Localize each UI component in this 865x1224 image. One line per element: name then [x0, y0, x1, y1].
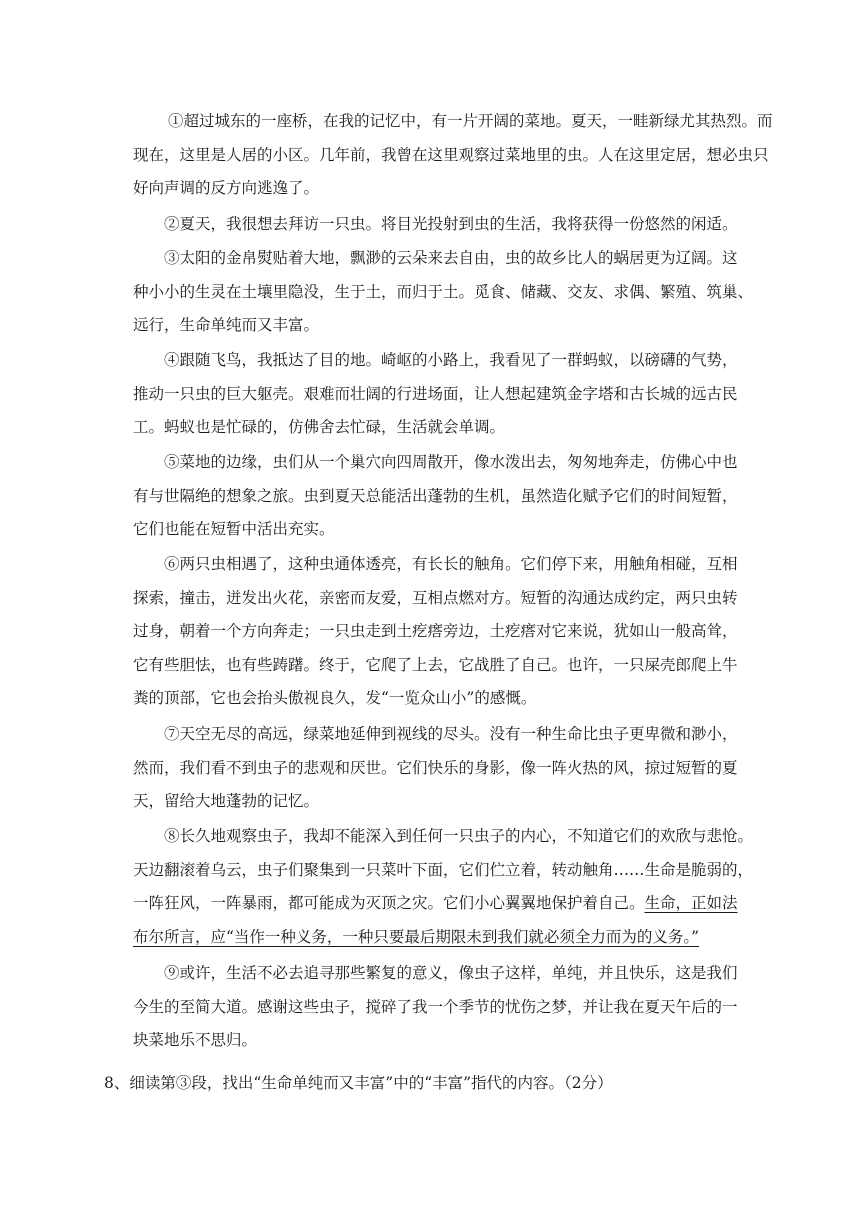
text-line: 今生的至简大道。感谢这些虫子，搅碎了我一个季节的忧伤之梦，并让我在夏天午后的一	[133, 997, 738, 1016]
text-line	[133, 887, 738, 921]
paragraph-3	[133, 242, 754, 343]
text-line: 天边翻滚着乌云，虫子们聚集到一只菜叶下面，它们伫立着，转动触角……生命是脆弱的，	[133, 860, 754, 879]
text-line: ⑥两只虫相遇了，这种虫通体透亮，有长长的触角。它们停下来，用触角相碰，互相	[164, 555, 738, 573]
text-line: 它们也能在短暂中活出充实。	[133, 520, 335, 538]
text-line: 种小小的生灵在土壤里隐没，生于土，而归于土。觅食、储藏、交友、求偶、繁殖、筑巢、	[133, 282, 754, 301]
text-line: ②夏天，我很想去拜访一只虫。将目光投射到虫的生活，我将获得一份悠然的闲适。	[164, 215, 738, 233]
text-line: 然而，我们看不到虫子的悲观和厌世。它们快乐的身影，像一阵火热的风，掠过短暂的夏	[133, 758, 738, 777]
paragraph-5	[133, 446, 738, 547]
underlined-quote-start: 生命，正如法	[644, 894, 738, 912]
text-line: 远行，生命单纯而又丰富。	[133, 316, 320, 334]
text-line: ④跟随飞鸟，我抵达了目的地。崎岖的小路上，我看见了一群蚂蚁，以磅礴的气势，	[164, 351, 738, 369]
text-line: 过身，朝着一个方向奔走；一只虫走到土疙瘩旁边，土疙瘩对它来说，犹如山一般高耸，	[133, 622, 738, 640]
text-line: 推动一只虫的巨大躯壳。艰难而壮阔的行进场面，让人想起建筑金字塔和古长城的远古民	[133, 384, 738, 403]
text-line: 它有些胆怯，也有些踌躇。终于，它爬了上去，它战胜了自己。也许，一只屎壳郎爬上牛	[133, 655, 738, 674]
text-line: ⑧长久地观察虫子，我却不能深入到任何一只虫子的内心，不知道它们的欢欣与悲怆。	[164, 827, 754, 845]
text-line: 探索，撞击，迸发出火花，亲密而友爱，互相点燃对方。短暂的沟通达成约定，两只虫转	[133, 588, 738, 607]
text-line: ③太阳的金帛熨贴着大地，飘渺的云朵来去自由，虫的故乡比人的蜗居更为辽阔。这	[164, 249, 738, 267]
paragraph-6	[133, 548, 738, 716]
paragraph-1	[133, 105, 773, 206]
text-line: 粪的顶部，它也会抬头傲视良久，发“一览众山小”的感慨。	[133, 689, 537, 707]
text-line: 有与世隔绝的想象之旅。虫到夏天总能活出蓬勃的生机，虽然造化赋予它们的时间短暂，	[133, 486, 738, 505]
text-line: 好向声调的反方向逃逸了。	[133, 179, 320, 197]
text-line: ①超过城东的一座桥，在我的记忆中，有一片开阔的菜地。夏天，一畦新绿尤其热烈。而	[168, 112, 773, 130]
text-line: ⑨或许，生活不必去追寻那些繁复的意义，像虫子这样，单纯，并且快乐，这是我们	[164, 964, 738, 982]
paragraph-8	[133, 820, 754, 954]
text-line: 天，留给大地蓬勃的记忆。	[133, 792, 320, 810]
question-8: 8、细读第③段，找出“生命单纯而又丰富”中的“丰富”指代的内容。（2分）	[104, 1074, 613, 1092]
paragraph-2	[133, 208, 738, 242]
text-line: 块菜地乐不思归。	[133, 1031, 258, 1049]
paragraph-7	[133, 718, 738, 819]
paragraph-4	[133, 344, 738, 445]
text-line: 工。蚂蚁也是忙碌的，仿佛舍去忙碌，生活就会单调。	[133, 418, 506, 436]
paragraph-9	[133, 957, 738, 1058]
underlined-quote: 布尔所言，应“当作一种义务，一种只要最后期限未到我们就必须全力而为的义务。”	[133, 927, 700, 946]
text-line: ⑦天空无尽的高远，绿菜地延伸到视线的尽头。没有一种生命比虫子更卑微和渺小，	[164, 725, 738, 743]
text-segment: 一阵狂风，一阵暴雨，都可能成为灭顶之灾。它们小心翼翼地保护着自己。	[133, 894, 645, 912]
text-line: 现在，这里是人居的小区。几年前，我曾在这里观察过菜地里的虫。人在这里定居，想必虫只	[133, 145, 769, 164]
text-line: ⑤菜地的边缘，虫们从一个巢穴向四周散开，像水泼出去，匆匆地奔走，仿佛心中也	[164, 453, 738, 471]
